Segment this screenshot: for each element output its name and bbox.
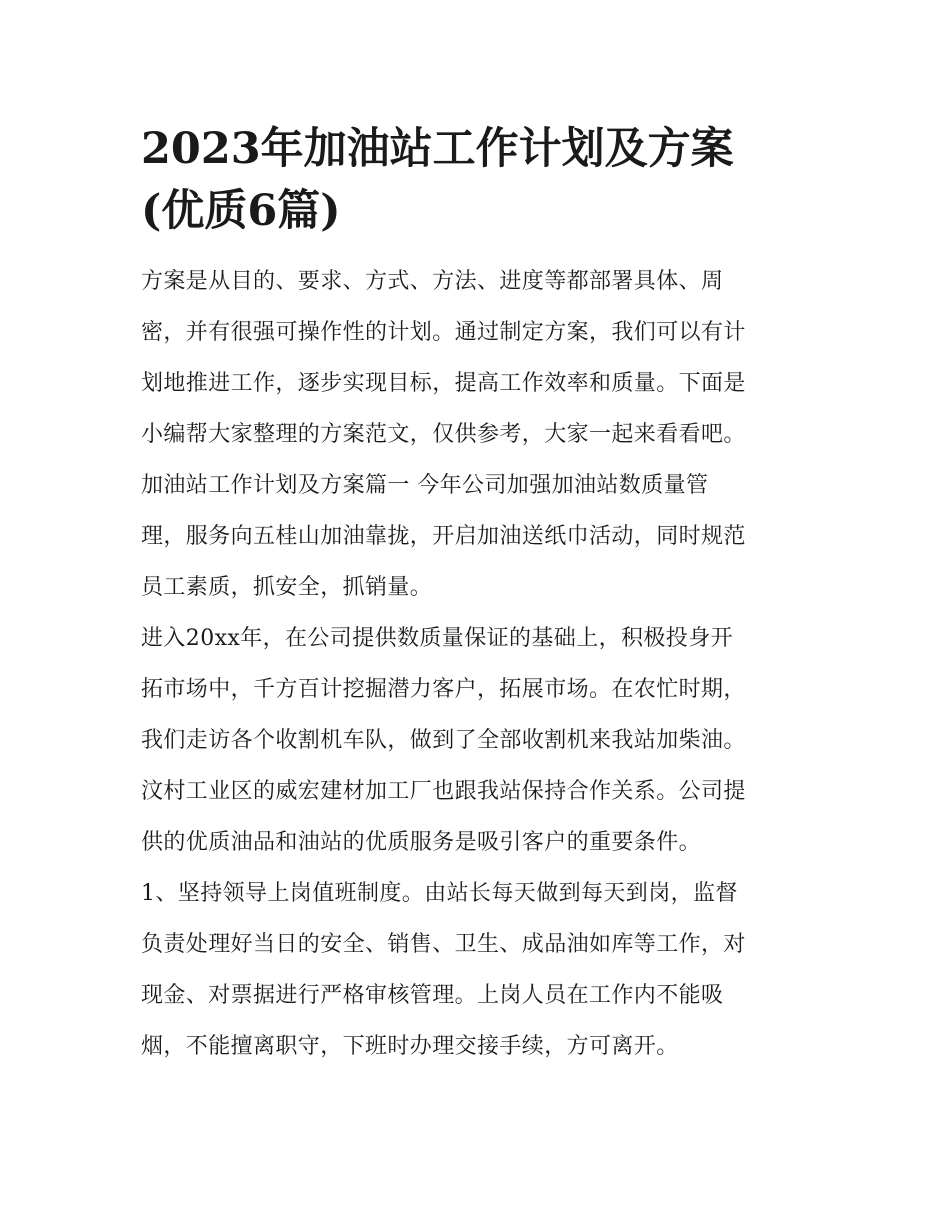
- title-line-1: 2023年加油站工作计划及方案: [141, 124, 734, 174]
- text-line: 现金、对票据进行严格审核管理。上岗人员在工作内不能吸: [141, 983, 724, 1008]
- text-line: 划地推进工作，逐步实现目标，提高工作效率和质量。下面是: [141, 371, 746, 396]
- text-line: 方案是从目的、要求、方式、方法、进度等都部署具体、周: [141, 269, 724, 294]
- text-line: 供的优质油品和油站的优质服务是吸引客户的重要条件。: [141, 830, 702, 855]
- text-line: 员工素质，抓安全，抓销量。: [141, 575, 433, 600]
- text-line: 进入20xx年，在公司提供数质量保证的基础上，积极投身开: [141, 626, 734, 651]
- document-page: [141, 118, 813, 1072]
- text-line: 小编帮大家整理的方案范文，仅供参考，大家一起来看看吧。: [141, 422, 746, 447]
- text-line: 加油站工作计划及方案篇一 今年公司加强加油站数质量管: [141, 473, 709, 498]
- text-line: 我们走访各个收割机车队，做到了全部收割机来我站加柴油。: [141, 728, 746, 753]
- text-line: 1、坚持领导上岗值班制度。由站长每天做到每天到岗，监督: [141, 881, 738, 906]
- text-line: 拓市场中，千方百计挖掘潜力客户，拓展市场。在农忙时期，: [141, 677, 746, 702]
- text-line: 密，并有很强可操作性的计划。通过制定方案，我们可以有计: [141, 320, 746, 345]
- text-line: 汶村工业区的威宏建材加工厂也跟我站保持合作关系。公司提: [141, 779, 746, 804]
- document-title: [141, 118, 813, 242]
- title-line-2: (优质6篇): [141, 186, 341, 236]
- text-line: 理，服务向五桂山加油靠拢，开启加油送纸巾活动，同时规范: [141, 524, 746, 549]
- text-line: 负责处理好当日的安全、销售、卫生、成品油如库等工作，对: [141, 932, 746, 957]
- text-line: 烟，不能擅离职守，下班时办理交接手续，方可离开。: [141, 1034, 679, 1059]
- document-body: [141, 256, 813, 1072]
